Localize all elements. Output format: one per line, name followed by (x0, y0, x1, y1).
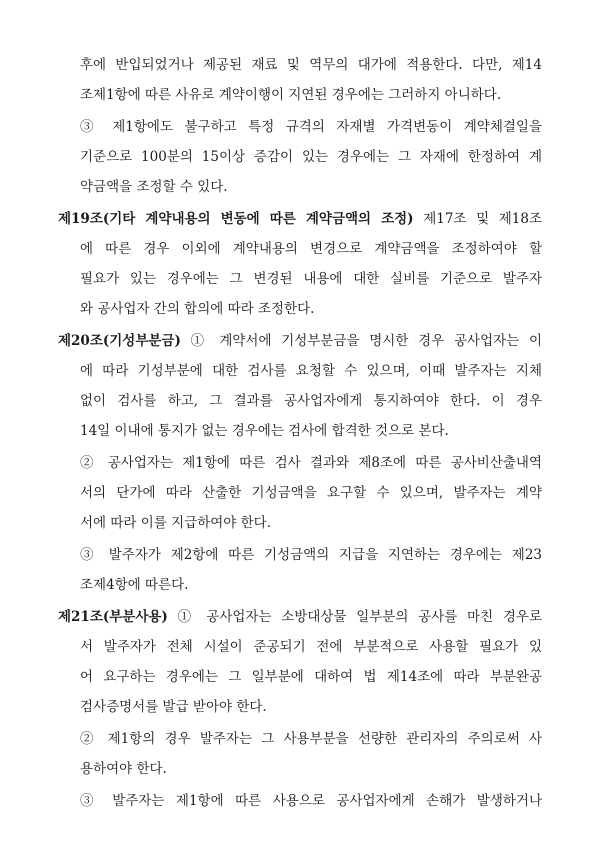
text-line: 없이 검사를 하고, 그 결과를 공사업자에게 통지하여야 한다. 이 경우 (80, 393, 542, 409)
text-line: 조제1항에 따른 사유로 계약이행이 지연된 경우에는 그러하지 아니하다. (80, 87, 502, 103)
article-20-first-line (58, 331, 542, 351)
text-line: 기준으로 100분의 15이상 증감이 있는 경우에는 그 자재에 한정하여 계 (80, 149, 542, 165)
text-span: 제17조 및 제18조 (413, 211, 543, 227)
text-span: ① 공사업자는 소방대상물 일부분의 공사를 마친 경우로 (167, 609, 542, 625)
text-line: 약금액을 조정할 수 있다. (80, 179, 228, 195)
article-heading: 제21조(부분사용) (58, 609, 168, 625)
article-21-first-line (58, 607, 542, 627)
text-line: 에 따른 경우 이외에 계약내용의 변경으로 계약금액을 조정하여야 할 (80, 241, 542, 257)
text-line: 후에 반입되었거나 제공된 재료 및 역무의 대가에 적용한다. 다만, 제14 (80, 57, 542, 73)
text-line: ③ 발주자는 제1항에 따른 사용으로 공사업자에게 손해가 발생하거나 (80, 793, 542, 809)
text-line: ② 공사업자는 제1항에 따른 검사 결과와 제8조에 따른 공사비산출내역 (80, 455, 542, 471)
text-line: 어 요구하는 경우에는 그 일부분에 대하여 법 제14조에 따라 부분완공 (80, 669, 542, 685)
text-line: ③ 제1항에도 불구하고 특정 규격의 자재별 가격변동이 계약체결일을 (80, 119, 542, 135)
text-line: 필요가 있는 경우에는 그 변경된 내용에 대한 실비를 기준으로 발주자 (80, 271, 542, 287)
text-span: ① 계약서에 기성부분금을 명시한 경우 공사업자는 이 (180, 333, 542, 349)
article-19-first-line (58, 209, 542, 229)
text-line: 조제4항에 따른다. (80, 577, 189, 593)
article-heading: 제19조(기타 계약내용의 변동에 따른 계약금액의 조정) (58, 211, 414, 227)
text-line: 서 발주자가 전체 시설이 준공되기 전에 부분적으로 사용할 필요가 있 (80, 639, 542, 655)
text-line: 서의 단가에 따라 산출한 기성금액을 요구할 수 있으며, 발주자는 계약 (80, 485, 542, 501)
text-line: ② 제1항의 경우 발주자는 그 사용부분을 선량한 관리자의 주의로써 사 (80, 731, 542, 747)
text-line: 검사증명서를 발급 받아야 한다. (80, 699, 267, 715)
text-line: ③ 발주자가 제2항에 따른 기성금액의 지급을 지연하는 경우에는 제23 (80, 547, 542, 563)
text-line: 와 공사업자 간의 합의에 따라 조정한다. (80, 301, 315, 317)
text-line: 에 따라 기성부분에 대한 검사를 요청할 수 있으며, 이때 발주자는 지체 (80, 363, 542, 379)
text-line: 서에 따라 이를 지급하여야 한다. (80, 515, 271, 531)
text-line: 용하여야 한다. (80, 761, 167, 777)
text-line: 14일 이내에 통지가 없는 경우에는 검사에 합격한 것으로 본다. (80, 423, 449, 439)
article-heading: 제20조(기성부분금) (58, 333, 181, 349)
